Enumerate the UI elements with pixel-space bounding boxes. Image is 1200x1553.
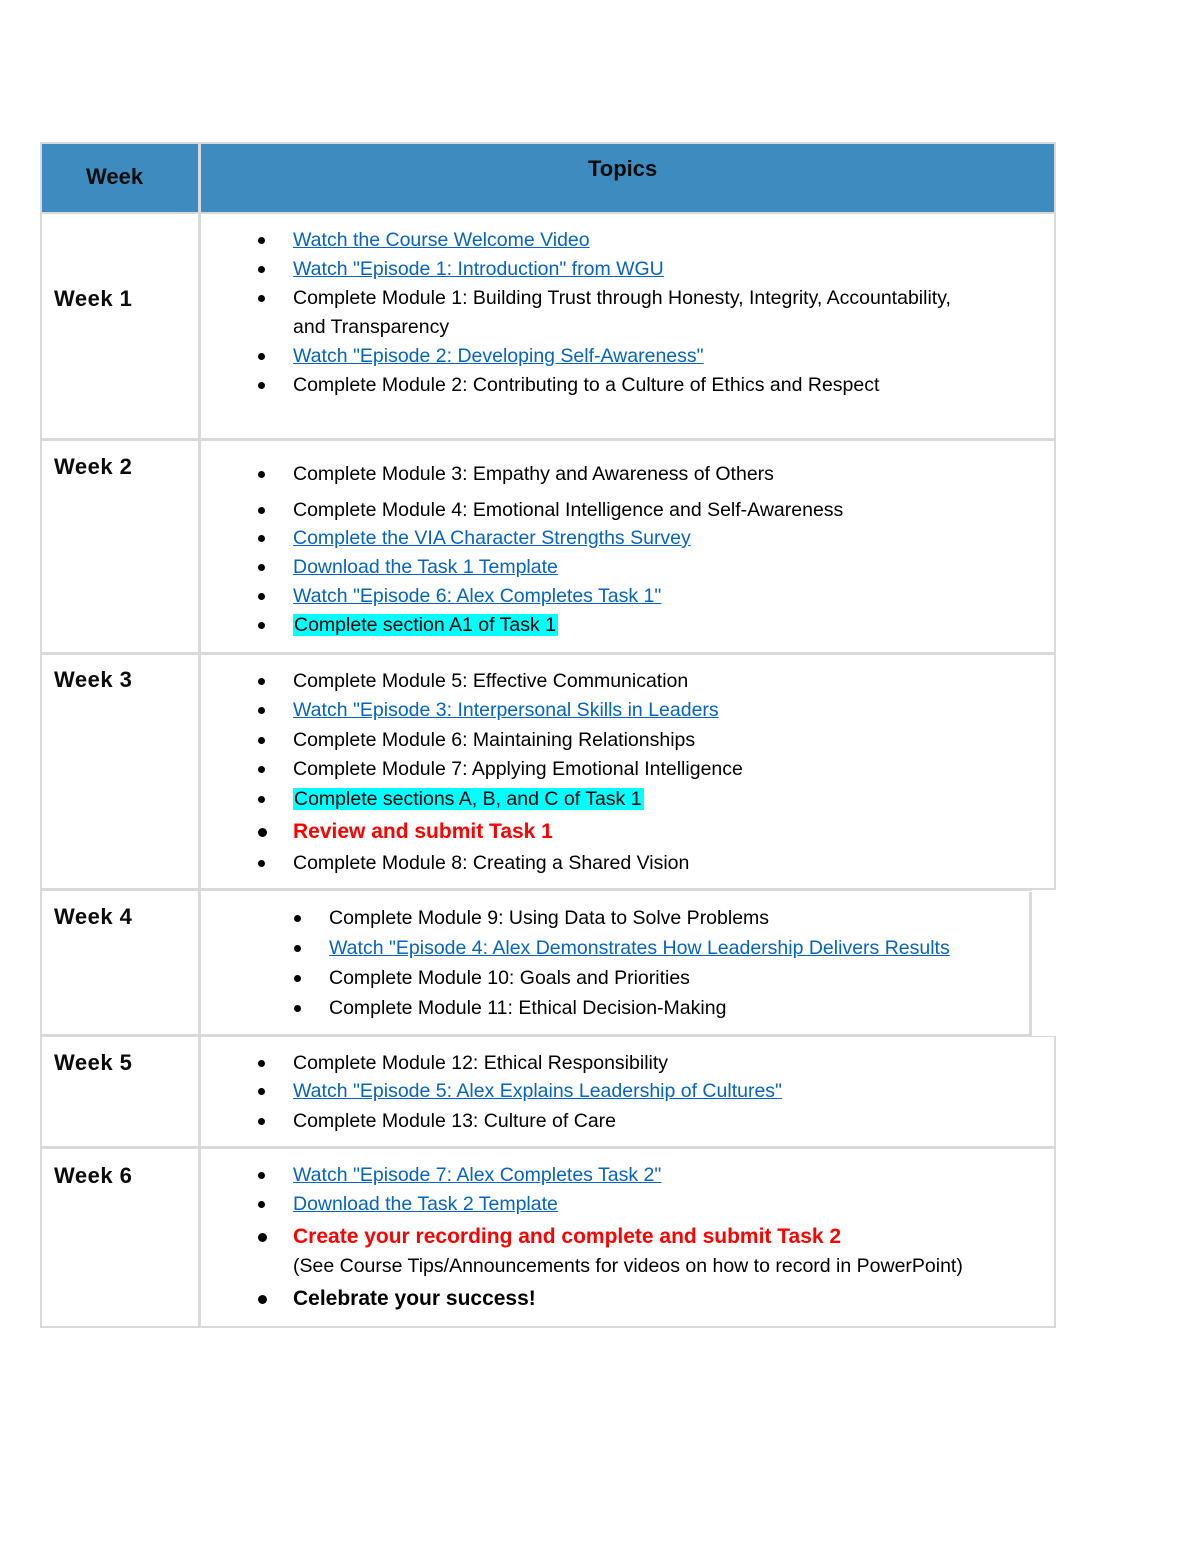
week-label: Week 2 bbox=[54, 454, 133, 479]
topic-item bbox=[293, 371, 879, 400]
bullet-icon bbox=[294, 975, 301, 982]
week-label: Week 3 bbox=[54, 667, 133, 692]
topic-text: Complete Module 2: Contributing to a Culture of Ethics and Respect bbox=[293, 374, 880, 396]
topic-item bbox=[293, 1049, 668, 1078]
topic-link[interactable]: Watch "Episode 1: Introduction" from WGU bbox=[293, 258, 664, 280]
bullet-icon bbox=[258, 593, 265, 600]
topic-link[interactable]: Download the Task 1 Template bbox=[293, 556, 558, 578]
topic-text: Complete Module 3: Empathy and Awareness of Others bbox=[293, 463, 774, 485]
bullet-icon bbox=[258, 266, 265, 273]
week-label: Week 5 bbox=[54, 1050, 133, 1075]
topic-text: Complete Module 5: Effective Communication bbox=[293, 670, 689, 692]
header-column-divider bbox=[198, 142, 201, 214]
bullet-icon bbox=[258, 1233, 267, 1242]
row-divider bbox=[40, 438, 1056, 441]
topic-item bbox=[293, 849, 689, 878]
bullet-icon bbox=[258, 860, 265, 867]
topic-text: Complete Module 6: Maintaining Relationships bbox=[293, 729, 696, 751]
topic-item bbox=[293, 460, 774, 489]
topic-item[interactable] bbox=[293, 1190, 558, 1219]
topic-item bbox=[293, 1284, 536, 1314]
bullet-icon bbox=[258, 535, 265, 542]
bullet-icon bbox=[258, 828, 267, 837]
topic-item bbox=[329, 964, 690, 993]
header-week: Week bbox=[86, 164, 144, 189]
highlighted-topic: Complete sections A, B, and C of Task 1 bbox=[294, 788, 642, 810]
topic-text: Complete Module 12: Ethical Responsibility bbox=[293, 1052, 669, 1074]
bullet-icon bbox=[294, 915, 301, 922]
topic-item bbox=[329, 904, 769, 933]
topic-item[interactable] bbox=[293, 255, 664, 284]
bullet-icon bbox=[258, 471, 265, 478]
topic-item[interactable] bbox=[293, 1077, 782, 1106]
bullet-icon bbox=[258, 1172, 265, 1179]
topic-text: Complete Module 11: Ethical Decision-Making bbox=[329, 997, 727, 1019]
bullet-icon bbox=[258, 707, 265, 714]
topic-link[interactable]: Watch "Episode 5: Alex Explains Leadership of Cultures" bbox=[293, 1080, 782, 1102]
topic-text: Complete Module 4: Emotional Intelligence and Self-Awareness bbox=[293, 499, 844, 521]
bullet-icon bbox=[258, 507, 265, 514]
bullet-icon bbox=[258, 1060, 265, 1067]
topic-item[interactable] bbox=[329, 934, 950, 963]
topic-link[interactable]: Watch "Episode 4: Alex Demonstrates How Leadership Delivers Results bbox=[329, 937, 950, 959]
header-topics: Topics bbox=[588, 156, 658, 181]
topic-text: Complete Module 13: Culture of Care bbox=[293, 1110, 616, 1132]
topic-link[interactable]: Watch "Episode 7: Alex Completes Task 2" bbox=[293, 1164, 662, 1186]
row-divider bbox=[40, 1034, 1056, 1037]
bullet-icon bbox=[258, 353, 265, 360]
week-label: Week 4 bbox=[54, 904, 133, 929]
topic-item bbox=[293, 755, 743, 784]
topic-link[interactable]: Watch the Course Welcome Video bbox=[293, 229, 590, 251]
bullet-icon bbox=[258, 295, 265, 302]
bullet-icon bbox=[258, 1201, 265, 1208]
topic-text: Complete Module 1: Building Trust through Honesty, Integrity, Accountability, bbox=[293, 287, 951, 309]
bullet-icon bbox=[258, 564, 265, 571]
week-label: Week 1 bbox=[54, 286, 133, 311]
topic-item bbox=[293, 667, 688, 696]
bold-topic: Celebrate your success! bbox=[293, 1287, 536, 1310]
topic-item bbox=[293, 817, 553, 847]
emphasized-topic: Review and submit Task 1 bbox=[293, 820, 553, 843]
bullet-icon bbox=[258, 737, 265, 744]
topic-item[interactable] bbox=[293, 553, 558, 582]
topic-item bbox=[329, 994, 726, 1023]
topic-link[interactable]: Watch "Episode 2: Developing Self-Awareness" bbox=[293, 345, 704, 367]
topic-item bbox=[293, 726, 695, 755]
topic-link[interactable]: Complete the VIA Character Strengths Survey bbox=[293, 527, 691, 549]
highlighted-topic: Complete section A1 of Task 1 bbox=[294, 614, 556, 636]
week-4-right-border bbox=[1029, 892, 1032, 1036]
bullet-icon bbox=[258, 622, 265, 629]
topic-item[interactable] bbox=[293, 524, 691, 553]
row-divider bbox=[40, 888, 1056, 891]
bullet-icon bbox=[258, 1295, 267, 1304]
topic-item bbox=[293, 284, 951, 313]
bullet-icon bbox=[294, 945, 301, 952]
topic-item bbox=[293, 496, 843, 525]
topic-text: Complete Module 9: Using Data to Solve Problems bbox=[329, 907, 770, 929]
topic-item bbox=[293, 785, 644, 814]
topic-text: Complete Module 10: Goals and Priorities bbox=[329, 967, 690, 989]
column-divider bbox=[198, 212, 201, 1328]
topic-link[interactable]: Watch "Episode 6: Alex Completes Task 1" bbox=[293, 585, 662, 607]
bullet-icon bbox=[258, 1088, 265, 1095]
row-divider bbox=[40, 652, 1056, 655]
week-label: Week 6 bbox=[54, 1163, 133, 1188]
topic-item[interactable] bbox=[293, 696, 719, 725]
topic-continuation: (See Course Tips/Announcements for videos on how to record in PowerPoint) bbox=[293, 1255, 963, 1277]
bullet-icon bbox=[294, 1005, 301, 1012]
topic-item[interactable] bbox=[293, 582, 661, 611]
topic-link[interactable]: Download the Task 2 Template bbox=[293, 1193, 558, 1215]
bullet-icon bbox=[258, 382, 265, 389]
topic-item bbox=[293, 611, 558, 640]
bullet-icon bbox=[258, 237, 265, 244]
bullet-icon bbox=[258, 1118, 265, 1125]
bullet-icon bbox=[258, 796, 265, 803]
week-4-offset-gap bbox=[1032, 890, 1058, 1036]
emphasized-topic: Create your recording and complete and submit Task 2 bbox=[293, 1225, 842, 1248]
topic-continuation: and Transparency bbox=[293, 316, 450, 338]
topic-item[interactable] bbox=[293, 1161, 661, 1190]
topic-item[interactable] bbox=[293, 226, 590, 255]
topic-link[interactable]: Watch "Episode 3: Interpersonal Skills in Leaders bbox=[293, 699, 719, 721]
topic-item bbox=[293, 1107, 616, 1136]
bullet-icon bbox=[258, 766, 265, 773]
row-divider bbox=[40, 1146, 1056, 1149]
table-header-row bbox=[40, 142, 1056, 214]
bullet-icon bbox=[258, 678, 265, 685]
topic-text: Complete Module 8: Creating a Shared Vision bbox=[293, 852, 690, 874]
topic-text: Complete Module 7: Applying Emotional Intelligence bbox=[293, 758, 743, 780]
topic-item[interactable] bbox=[293, 342, 704, 371]
topic-item bbox=[293, 1222, 841, 1252]
